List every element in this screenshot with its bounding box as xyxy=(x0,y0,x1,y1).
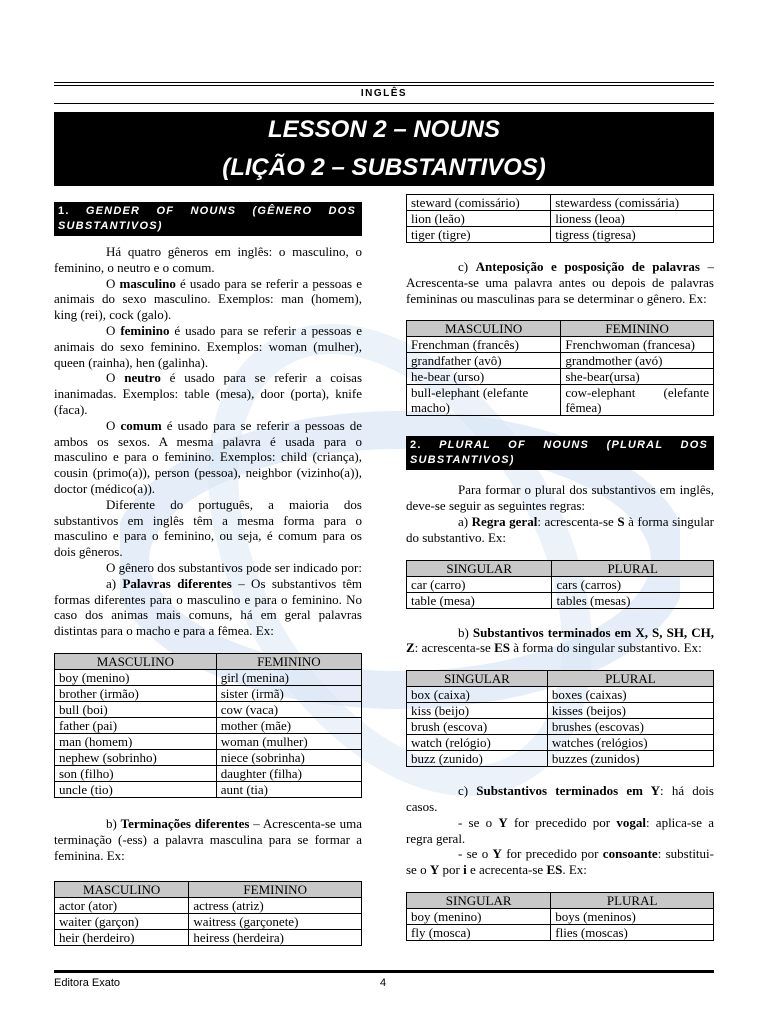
text-span: vogal xyxy=(616,814,646,830)
text-span: : acrescenta-se xyxy=(537,513,618,529)
table-header: MASCULINO xyxy=(55,882,189,898)
header-rule-top-2 xyxy=(54,85,714,86)
paragraph xyxy=(54,323,362,370)
text-span: Palavras diferentes xyxy=(122,575,232,591)
table-masc-fem-2 xyxy=(54,881,362,946)
text-span: – Os substantivos têm formas diferentes para o masculino e para o feminino. No caso dos animas mais comuns, há em geral palavras distintas para o macho e para a fêmea. Ex: xyxy=(54,575,362,639)
table-row xyxy=(407,195,714,211)
table-cell: cow-elephant (elefante fêmea) xyxy=(561,385,714,416)
table-cell: heiress (herdeira) xyxy=(189,930,362,946)
table-row xyxy=(407,735,714,751)
table-cell: grandfather (avô) xyxy=(407,353,561,369)
text-span: ES xyxy=(494,640,510,656)
text-span: é usado para se referir a pessoas de ambos os sexos. A mesma palavra é usada para o masculino e para o feminino. Exemplos: child (criança), cousin (primo(a)), person (pessoa), neighbor (vizinho(a)), doctor (médico(a)). xyxy=(54,417,363,496)
table-cell: boy (menino) xyxy=(55,669,217,685)
paragraph xyxy=(406,625,714,657)
text-span: for precedido por xyxy=(501,846,603,862)
section1-number: 1. xyxy=(58,205,70,217)
paragraph xyxy=(406,815,714,847)
table-cell: man (homem) xyxy=(55,733,217,749)
text-span: Y xyxy=(498,814,508,830)
table-row xyxy=(407,592,714,608)
text-span: O xyxy=(106,370,125,386)
table-row xyxy=(407,703,714,719)
table-header: FEMININO xyxy=(189,882,362,898)
table-row xyxy=(407,687,714,703)
table-row xyxy=(55,669,362,685)
text-span: : substitui-se o xyxy=(406,846,714,878)
table-cell: he-bear (urso) xyxy=(407,369,561,385)
table-header: FEMININO xyxy=(561,321,714,337)
table-header: PLURAL xyxy=(551,892,714,908)
text-span: : há dois casos. xyxy=(406,783,714,814)
text-span: for precedido por xyxy=(507,814,617,830)
text-span: O xyxy=(106,417,121,433)
lesson-title-banner xyxy=(54,112,714,186)
paragraph xyxy=(406,259,714,306)
table-row xyxy=(407,751,714,767)
paragraph xyxy=(406,514,714,546)
text-span: por xyxy=(439,862,464,878)
footer-publisher: Editora Exato xyxy=(54,977,121,989)
table-cell: waitress (garçonete) xyxy=(189,914,362,930)
section2-title: PLURAL OF NOUNS (PLURAL DOS SUBSTANTIVOS) xyxy=(410,439,708,467)
table-header: SINGULAR xyxy=(407,892,551,908)
table-cell: lioness (leoa) xyxy=(551,211,714,227)
table-cell: lion (leão) xyxy=(407,211,551,227)
table-cell: sister (irmã) xyxy=(216,685,361,701)
text-span: masculino xyxy=(119,275,176,291)
footer-page-number: 4 xyxy=(380,977,387,989)
lesson-subtitle: (LIÇÃO 2 – SUBSTANTIVOS) xyxy=(222,154,546,181)
table-cell: tables (mesas) xyxy=(552,592,714,608)
paragraph xyxy=(54,370,362,417)
lesson-title: LESSON 2 – NOUNS xyxy=(267,116,501,143)
table-row xyxy=(407,337,714,353)
table-row xyxy=(407,211,714,227)
table-cell: boxes (caixas) xyxy=(547,687,713,703)
text-span: - se o xyxy=(458,846,493,862)
table-cell: heir (herdeiro) xyxy=(55,930,189,946)
table-singular-plural-2 xyxy=(406,670,714,767)
table-row xyxy=(55,914,362,930)
text-span: i xyxy=(463,862,467,878)
table-header: PLURAL xyxy=(547,671,713,687)
table-cell: waiter (garçon) xyxy=(55,914,189,930)
subject-label: INGLÊS xyxy=(360,88,408,99)
text-span: Y xyxy=(429,862,440,878)
table-row xyxy=(55,685,362,701)
text-span: comum xyxy=(120,417,162,433)
table-header: MASCULINO xyxy=(55,653,217,669)
table-cell: tiger (tigre) xyxy=(407,227,551,243)
table-row xyxy=(407,908,714,924)
text-span: consoante xyxy=(602,846,658,862)
table-cell: she-bear(ursa) xyxy=(561,369,714,385)
text-span: feminino xyxy=(120,322,170,338)
table-masc-fem-3 xyxy=(406,194,714,243)
table-cell: buzzes (zunidos) xyxy=(547,751,713,767)
table-cell: brushes (escovas) xyxy=(547,719,713,735)
table-cell: watch (relógio) xyxy=(407,735,548,751)
table-row xyxy=(55,749,362,765)
table-cell: mother (mãe) xyxy=(216,717,361,733)
paragraph xyxy=(406,846,714,878)
table-row xyxy=(55,930,362,946)
table-cell: daughter (filha) xyxy=(216,765,361,781)
table-cell: car (carro) xyxy=(407,576,552,592)
text-span: O xyxy=(106,275,120,291)
table-cell: father (pai) xyxy=(55,717,217,733)
text-span: a) xyxy=(458,513,472,529)
table-row xyxy=(407,385,714,416)
table-row xyxy=(407,369,714,385)
text-span: Substantivos terminados em Y xyxy=(476,783,661,799)
text-span: ES xyxy=(546,862,563,878)
text-span: Anteposição e posposição de palavras xyxy=(475,259,700,274)
table-cell: brother (irmão) xyxy=(55,685,217,701)
paragraph xyxy=(406,783,714,815)
paragraph xyxy=(54,816,362,863)
table-singular-plural-1 xyxy=(406,560,714,609)
text-span: . Ex: xyxy=(562,862,587,878)
table-cell: actor (ator) xyxy=(55,898,189,914)
table-cell: kisses (beijos) xyxy=(547,703,713,719)
table-row xyxy=(407,353,714,369)
table-cell: bull (boi) xyxy=(55,701,217,717)
table-cell: boy (menino) xyxy=(407,908,551,924)
text-span: – Acrescenta-se uma palavra antes ou depois de palavras femininas ou masculinas para se determinar o gênero. Ex: xyxy=(406,259,714,306)
text-span: b) xyxy=(458,624,473,640)
text-span: b) xyxy=(106,815,121,831)
table-cell: boys (meninos) xyxy=(551,908,714,924)
table-row xyxy=(55,717,362,733)
table-cell: uncle (tio) xyxy=(55,781,217,797)
table-row xyxy=(55,701,362,717)
text-span: Substantivos terminados em X, S, SH, CH, Z xyxy=(406,624,714,656)
table-cell: woman (mulher) xyxy=(216,733,361,749)
paragraph: Diferente do português, a maioria dos substantivos em inglês têm a mesma forma para o masculino e para o feminino, ou seja, é comum para os dois gêneros. xyxy=(54,496,362,560)
table-cell: bull-elephant (elefante macho) xyxy=(407,385,561,416)
table-row xyxy=(55,733,362,749)
left-column xyxy=(54,202,362,946)
text-span: c) xyxy=(458,783,477,799)
table-row xyxy=(407,576,714,592)
text-span: é usado para se referir a pessoas e animais do sexo feminino. Exemplos: woman (mulher), queen (rainha), hen (galinha). xyxy=(54,322,362,370)
table-header: FEMININO xyxy=(216,653,361,669)
footer-rule xyxy=(54,970,714,973)
table-row xyxy=(55,765,362,781)
text-span: neutro xyxy=(124,370,161,386)
table-cell: watches (relógios) xyxy=(547,735,713,751)
table-cell: Frenchwoman (francesa) xyxy=(561,337,714,353)
table-masc-fem-1 xyxy=(54,653,362,798)
text-span: : acrescenta-se xyxy=(414,640,495,656)
table-cell: tigress (tigresa) xyxy=(551,227,714,243)
table-row xyxy=(407,719,714,735)
text-span: Terminações diferentes xyxy=(120,815,250,831)
text-span: e acrecenta-se xyxy=(466,862,547,878)
text-span: - se o xyxy=(458,814,499,830)
section1-heading xyxy=(54,202,362,236)
table-header: SINGULAR xyxy=(407,560,552,576)
table-singular-plural-3 xyxy=(406,892,714,941)
table-row xyxy=(55,781,362,797)
text-span: O xyxy=(106,322,121,338)
table-cell: grandmother (avó) xyxy=(561,353,714,369)
table-cell: cow (vaca) xyxy=(216,701,361,717)
table-masc-fem-4 xyxy=(406,320,714,416)
table-row xyxy=(407,924,714,940)
table-cell: fly (mosca) xyxy=(407,924,551,940)
table-cell: nephew (sobrinho) xyxy=(55,749,217,765)
text-span: é usado para se referir a pessoas e animais do sexo masculino. Exemplos: man (homem), king (rei), cock (galo). xyxy=(54,275,362,323)
section1-title: GENDER OF NOUNS (GÊNERO DOS SUBSTANTIVOS) xyxy=(58,205,356,232)
text-span: : aplica-se a regra geral. xyxy=(406,814,714,846)
text-span: S xyxy=(617,513,625,529)
table-row xyxy=(55,898,362,914)
text-span: Regra geral xyxy=(471,513,538,529)
table-cell: kiss (beijo) xyxy=(407,703,548,719)
text-span: c) xyxy=(458,259,476,274)
table-cell: box (caixa) xyxy=(407,687,548,703)
table-cell: brush (escova) xyxy=(407,719,548,735)
table-cell: Frenchman (francês) xyxy=(407,337,561,353)
text-span: à forma singular do substantivo. Ex: xyxy=(406,513,714,545)
table-row xyxy=(407,227,714,243)
text-span: é usado para se referir a coisas inanimadas. Exemplos: table (mesa), door (porta), knife (faca). xyxy=(54,370,363,417)
table-cell: stewardess (comissária) xyxy=(551,195,714,211)
paragraph: O gênero dos substantivos pode ser indicado por: xyxy=(106,559,362,575)
table-cell: aunt (tia) xyxy=(216,781,361,797)
table-cell: actress (atriz) xyxy=(189,898,362,914)
table-cell: steward (comissário) xyxy=(407,195,551,211)
table-cell: cars (carros) xyxy=(552,576,714,592)
table-cell: girl (menina) xyxy=(216,669,361,685)
header-rule-top xyxy=(54,82,714,83)
paragraph: Há quatro gêneros em inglês: o masculino, o feminino, o neutro e o comum. xyxy=(54,244,362,275)
section2-heading xyxy=(406,436,714,470)
text-span: a) xyxy=(106,575,123,591)
table-cell: son (filho) xyxy=(55,765,217,781)
table-cell: flies (moscas) xyxy=(551,924,714,940)
paragraph xyxy=(54,276,362,323)
table-header: MASCULINO xyxy=(407,321,561,337)
paragraph xyxy=(54,576,362,639)
text-span: à forma do singular substantivo. Ex: xyxy=(509,640,702,656)
paragraph xyxy=(54,418,362,497)
text-span: – Acrescenta-se uma terminação (-ess) a palavra masculina para se formar a feminina. Ex: xyxy=(54,815,363,863)
right-column xyxy=(406,194,714,941)
table-cell: buzz (zunido) xyxy=(407,751,548,767)
header-rule-bottom xyxy=(54,103,714,104)
paragraph: Para formar o plural dos substantivos em inglês, deve-se seguir as seguintes regras: xyxy=(406,482,714,514)
section2-number: 2. xyxy=(410,439,422,452)
table-cell: niece (sobrinha) xyxy=(216,749,361,765)
table-header: SINGULAR xyxy=(407,671,548,687)
table-cell: table (mesa) xyxy=(407,592,552,608)
text-span: Y xyxy=(492,846,502,862)
table-header: PLURAL xyxy=(552,560,714,576)
